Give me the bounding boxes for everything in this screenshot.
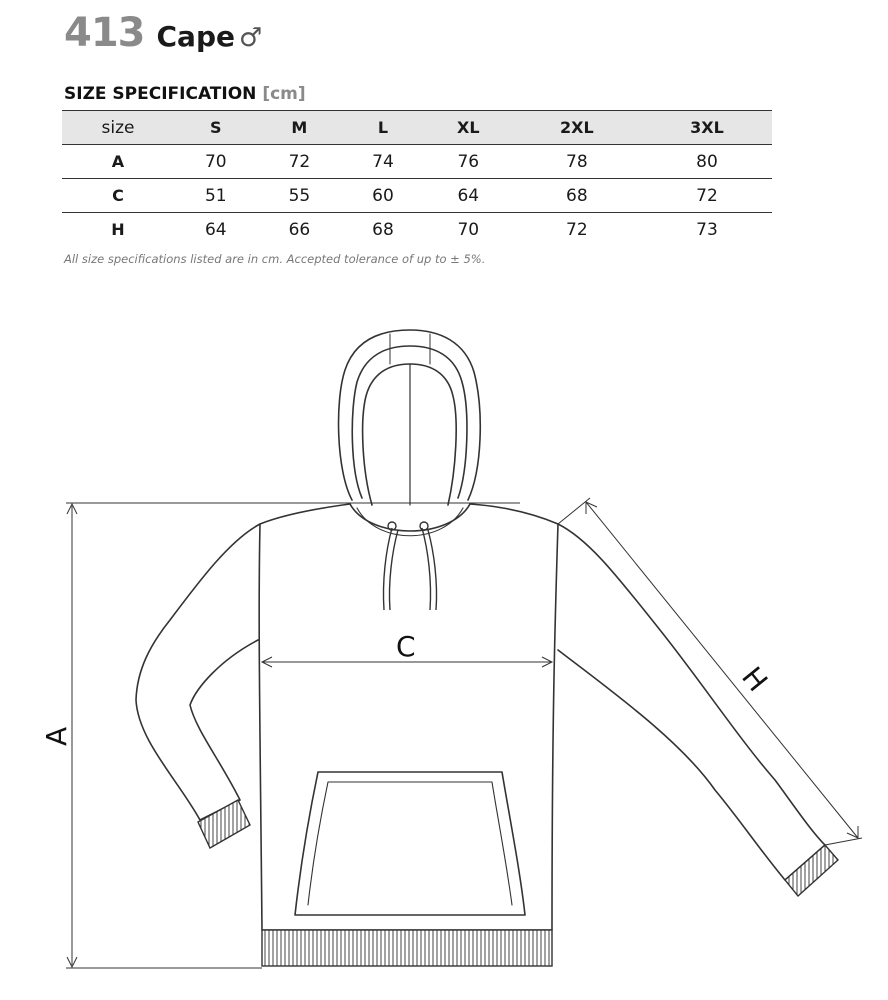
table-row-h	[62, 213, 772, 247]
size-spec-title: SIZE SPECIFICATION	[64, 84, 257, 104]
table-cell: 72	[696, 185, 718, 206]
hoodie-diagram	[0, 300, 888, 1000]
table-cell: 73	[696, 219, 718, 240]
dimension-label-c: C	[396, 630, 416, 663]
size-spec-unit: [cm]	[262, 84, 306, 104]
table-cell: 60	[372, 185, 394, 206]
table-row-c	[62, 179, 772, 213]
table-cell: 78	[566, 151, 588, 172]
product-name: Cape	[156, 20, 235, 53]
column-header-l: L	[377, 118, 389, 137]
column-header-2xl: 2XL	[560, 118, 594, 137]
table-cell: 64	[204, 219, 227, 240]
table-cell: 68	[372, 219, 394, 240]
size-table	[62, 110, 772, 246]
right-sleeve	[558, 524, 825, 880]
table-cell: 68	[566, 185, 588, 206]
left-cuff	[198, 800, 250, 848]
table-cell: 76	[457, 151, 480, 172]
left-sleeve	[136, 524, 260, 820]
row-label: H	[111, 220, 125, 239]
table-cell: 64	[457, 185, 480, 206]
dimension-label-h: H	[735, 660, 775, 698]
size-table-header-row	[62, 111, 772, 145]
table-cell: 55	[288, 185, 311, 206]
neckline	[350, 504, 470, 531]
table-row-a	[62, 145, 772, 179]
hood-outline	[339, 330, 481, 500]
table-cell: 70	[204, 151, 227, 172]
table-cell: 80	[696, 151, 718, 172]
right-drawstring	[422, 528, 431, 610]
column-header-s: S	[210, 118, 222, 137]
tolerance-note: All size specifications listed are in cm. Accepted tolerance of up to ± 5%.	[64, 252, 486, 266]
dimension-label-a: A	[40, 726, 73, 746]
column-header-m: M	[291, 118, 308, 137]
product-title	[64, 10, 262, 62]
dimension-line-h	[586, 502, 858, 838]
column-header-3xl: 3XL	[690, 118, 724, 137]
column-header-xl: XL	[457, 118, 480, 137]
right-cuff	[785, 845, 838, 896]
model-number: 413	[64, 10, 145, 56]
table-cell: 51	[204, 185, 227, 206]
size-spec-heading	[64, 84, 306, 104]
table-cell: 70	[457, 219, 480, 240]
table-cell: 74	[372, 151, 394, 172]
table-cell: 66	[288, 219, 311, 240]
table-cell: 72	[288, 151, 311, 172]
waistband	[262, 930, 552, 966]
row-label: A	[111, 152, 125, 171]
kangaroo-pocket	[295, 772, 525, 915]
hood-face-opening	[363, 364, 457, 505]
male-gender-icon: ♂	[238, 23, 263, 53]
torso-outline	[259, 504, 558, 930]
row-label: C	[112, 186, 124, 205]
column-header-size: size	[101, 117, 135, 138]
table-cell: 72	[566, 219, 588, 240]
